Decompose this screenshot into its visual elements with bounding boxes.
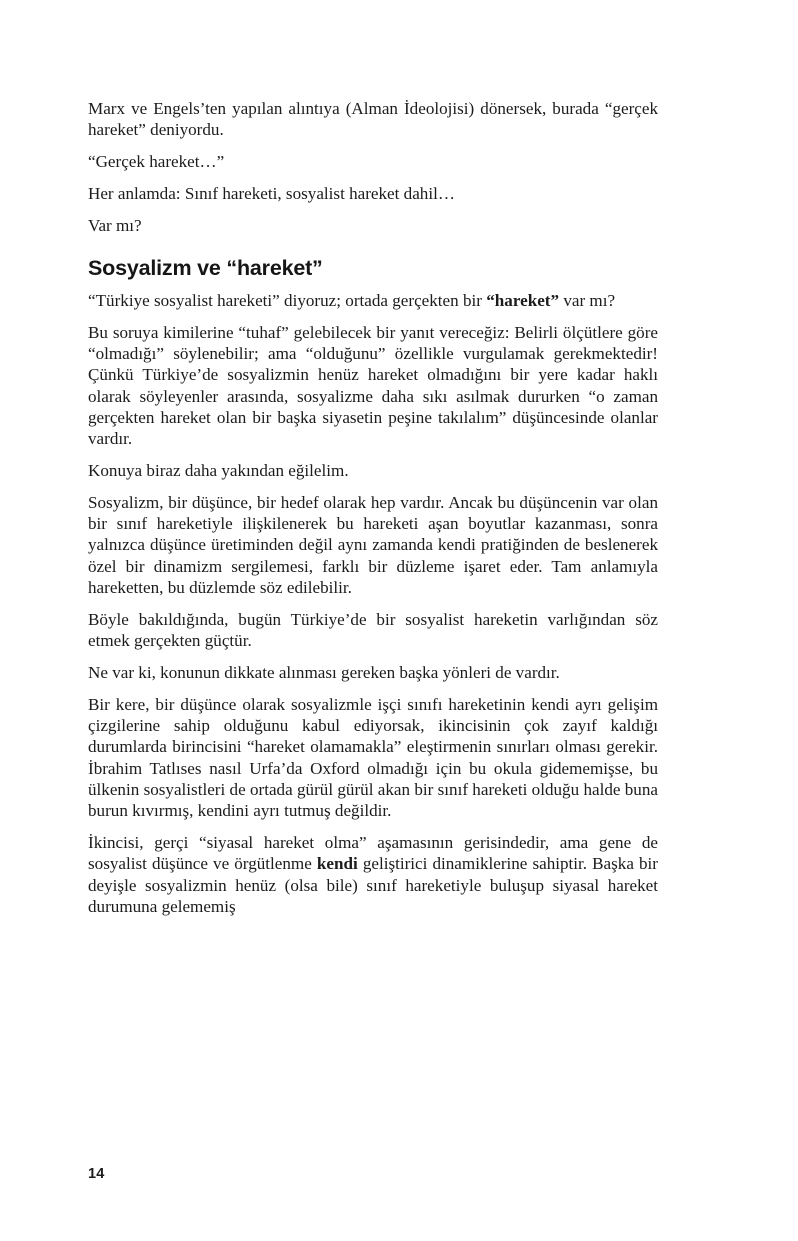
paragraph: Her anlamda: Sınıf hareketi, sosyalist hareket dahil… [88,183,455,203]
paragraph-text-segment: geliştirici dinamiklerine sahiptir. Başka bir deyişle sosyalizmin henüz (olsa bile) sınıf hareketiyle buluşup siyasal hareket durumuna gelememiş [88,854,658,916]
text-column [88,98,658,928]
paragraph-text-segment: İkincisi, gerçi “siyasal hareket olma” aşamasının gerisindedir, ama gene de sosyalist düşünce ve örgütlenme [88,833,658,874]
page-number: 14 [88,1166,105,1182]
paragraph [88,832,658,917]
paragraph: Bu soruya kimilerine “tuhaf” gelebilecek bir yanıt vereceğiz: Belirli ölçütlere göre “olmadığı” söylenebilir; ama “olduğunu” özellikle vurgulamak gerekmektedir! Çünkü Türkiye’de sosyalizmin henüz hareket olmadığını bir yere kadar haklı olarak söyleyenler arasında, sosyalizme daha sıkı asılmak dururken “o zaman gerçekten hareket olan bir başka siyasetin peşine takılalım” düşüncesinde olanlar vardır. [88,322,658,449]
paragraph-text-segment: var mı? [559,290,616,310]
paragraph [88,290,658,311]
paragraph-text-segment: “Türkiye sosyalist hareketi” diyoruz; ortada gerçekten bir [88,290,487,310]
paragraph: “Gerçek hareket…” [88,152,225,172]
paragraph: Konuya biraz daha yakından eğilelim. [88,461,349,481]
paragraph: Sosyalizm, bir düşünce, bir hedef olarak hep vardır. Ancak bu düşüncenin var olan bir sınıf hareketiyle ilişkilenerek bu hareketi aşan boyutlar kazanması, sonra yalnızca düşünce üretiminden değil aynı zamanda kendi pratiğinden de beslenerek özel bir dinamizm sergilemesi, farklı bir düzleme işaret eder. Tam anlamıyla hareketten, bu düzlemde söz edilebilir. [88,492,658,598]
paragraph: Ne var ki, konunun dikkate alınması gereken başka yönleri de vardır. [88,662,560,682]
section-heading: Sosyalizm ve “hareket” [88,255,323,280]
paragraph: Var mı? [88,215,142,235]
paragraph-bold-segment: kendi [316,854,358,874]
paragraph: Böyle bakıldığında, bugün Türkiye’de bir sosyalist hareketin varlığından söz etmek gerçekten güçtür. [88,609,658,651]
paragraph: Bir kere, bir düşünce olarak sosyalizmle işçi sınıfı hareketinin kendi ayrı gelişim çizgilerine sahip olduğunu kabul ediyorsak, ikincisinin çok zayıf kaldığı durumlarda birincisini “hareket olamamakla” eleştirmenin sınırları olması gerekir. İbrahim Tatlıses nasıl Urfa’da Oxford olmadığı için bu okula gidememişse, bu ülkenin sosyalistleri de ortada gürül gürül akan bir sınıf hareketi olduğu halde buna burun kıvırmış, kendini ayrı tutmuş değildir. [88,694,658,821]
paragraph: Marx ve Engels’ten yapılan alıntıya (Alman İdeolojisi) dönersek, burada “gerçek hareket” deniyordu. [88,99,658,140]
paragraph-bold-segment: “hareket” [486,290,560,310]
